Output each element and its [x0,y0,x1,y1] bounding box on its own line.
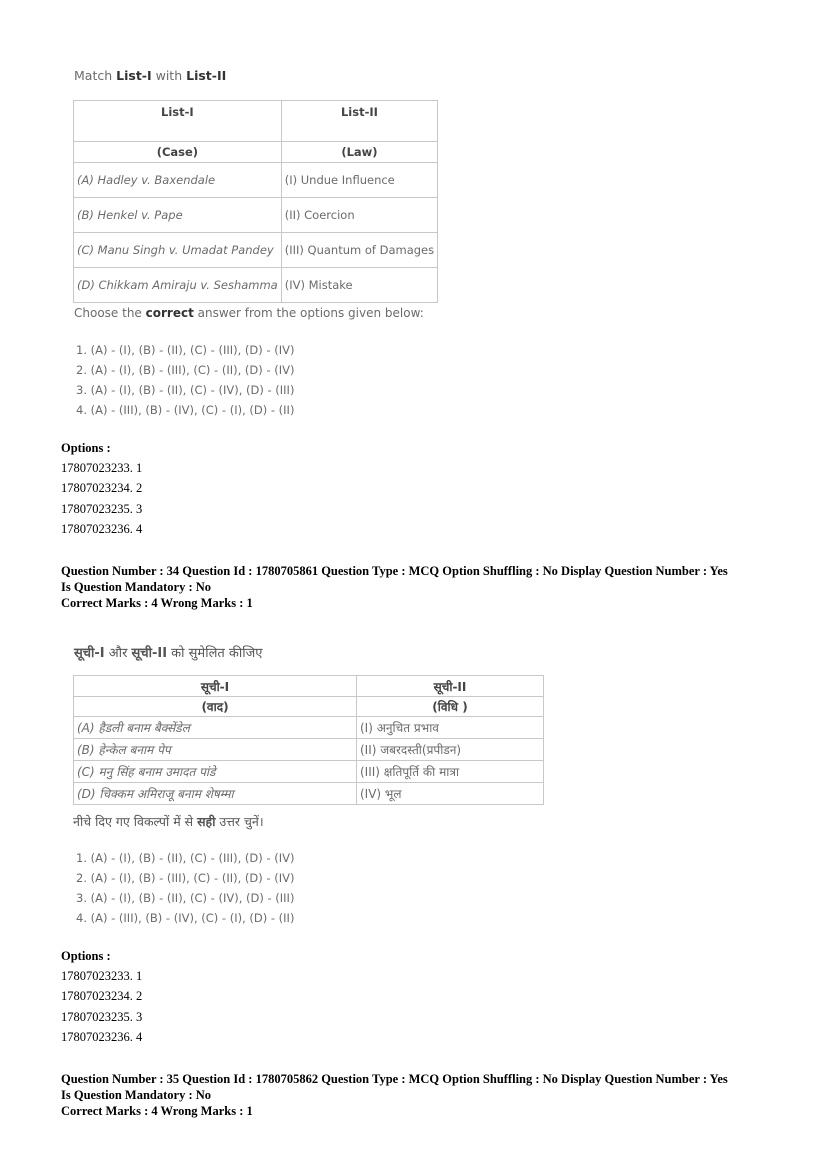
law-cell: (IV) भूल [357,783,544,805]
table-row [74,717,544,739]
match-table-hindi [73,675,544,805]
table-row [74,198,438,233]
col1-header: List-I [74,101,282,142]
answer-choice: 3. (A) - (I), (B) - (II), (C) - (IV), (D) - (III) [76,383,295,397]
law-cell: (I) Undue Influence [281,163,437,198]
col1-subheader: (वाद) [74,697,357,717]
law-cell: (I) अनुचित प्रभाव [357,717,544,739]
question-35-meta: Question Number : 35 Question Id : 1780705862 Question Type : MCQ Option Shuffling : No Display Question Number : Yes Is Question Mandatory : No Correct Marks : 4 Wrong Marks : 1 [61,1072,728,1118]
case-cell: (B) हेन्केल बनाम पेप [74,739,357,761]
option-item: 17807023234. 2 [61,989,143,1004]
case-cell: (C) Manu Singh v. Umadat Pandey [74,233,282,268]
table-row [74,268,438,303]
option-item: 17807023235. 3 [61,501,143,516]
table-row [74,739,544,761]
option-item: 17807023236. 4 [61,522,143,537]
option-item: 17807023236. 4 [61,1030,143,1045]
table-row [74,761,544,783]
answer-choice: 4. (A) - (III), (B) - (IV), (C) - (I), (D) - (II) [76,911,295,925]
option-item: 17807023235. 3 [61,1009,143,1024]
options-label: Options : [61,949,111,963]
option-item: 17807023233. 1 [61,969,143,983]
options-label: Options : [61,441,111,455]
law-cell: (III) क्षतिपूर्ति की मात्रा [357,761,544,783]
question-34-meta: Question Number : 34 Question Id : 1780705861 Question Type : MCQ Option Shuffling : No Display Question Number : Yes Is Question Mandatory : No Correct Marks : 4 Wrong Marks : 1 [61,564,728,610]
option-item: 17807023233. 1 [61,461,143,475]
option-item: 17807023234. 2 [61,481,143,496]
table-row [74,163,438,198]
case-cell: (D) Chikkam Amiraju v. Seshamma [74,268,282,303]
question-34-title: सूची-I और सूची-II को सुमेलित कीजिए [74,646,263,661]
choose-instruction: Choose the correct answer from the options given below: [74,306,424,320]
options-list [61,966,142,1048]
answer-choice: 2. (A) - (I), (B) - (III), (C) - (II), (D) - (IV) [76,871,295,885]
match-table-english [73,100,438,303]
answer-choices [76,340,294,420]
case-cell: (B) Henkel v. Pape [74,198,282,233]
choose-instruction-hindi: नीचे दिए गए विकल्पों में से सही उत्तर चुनें। [73,814,264,829]
law-cell: (IV) Mistake [281,268,437,303]
options-list [61,458,142,540]
col2-subheader: (विधि ) [357,697,544,717]
case-cell: (C) मनु सिंह बनाम उमादत पांडे [74,761,357,783]
answer-choices [76,848,294,928]
col2-header: सूची-II [357,676,544,697]
case-cell: (D) चिक्कम अमिराजू बनाम शेषम्मा [74,783,357,805]
col2-subheader: (Law) [281,142,437,163]
col1-subheader: (Case) [74,142,282,163]
answer-choice: 4. (A) - (III), (B) - (IV), (C) - (I), (D) - (II) [76,403,295,417]
table-row [74,233,438,268]
answer-choice: 1. (A) - (I), (B) - (II), (C) - (III), (D) - (IV) [76,851,295,865]
answer-choice: 3. (A) - (I), (B) - (II), (C) - (IV), (D) - (III) [76,891,295,905]
col1-header: सूची-I [74,676,357,697]
question-33-title: Match List-I with List-II [74,68,227,83]
law-cell: (II) जबरदस्ती(प्रपीडन) [357,739,544,761]
table-row [74,783,544,805]
col2-header: List-II [281,101,437,142]
answer-choice: 1. (A) - (I), (B) - (II), (C) - (III), (D) - (IV) [76,343,295,357]
case-cell: (A) हैडली बनाम बैक्सेंडेल [74,717,357,739]
law-cell: (II) Coercion [281,198,437,233]
case-cell: (A) Hadley v. Baxendale [74,163,282,198]
law-cell: (III) Quantum of Damages [281,233,437,268]
answer-choice: 2. (A) - (I), (B) - (III), (C) - (II), (D) - (IV) [76,363,295,377]
